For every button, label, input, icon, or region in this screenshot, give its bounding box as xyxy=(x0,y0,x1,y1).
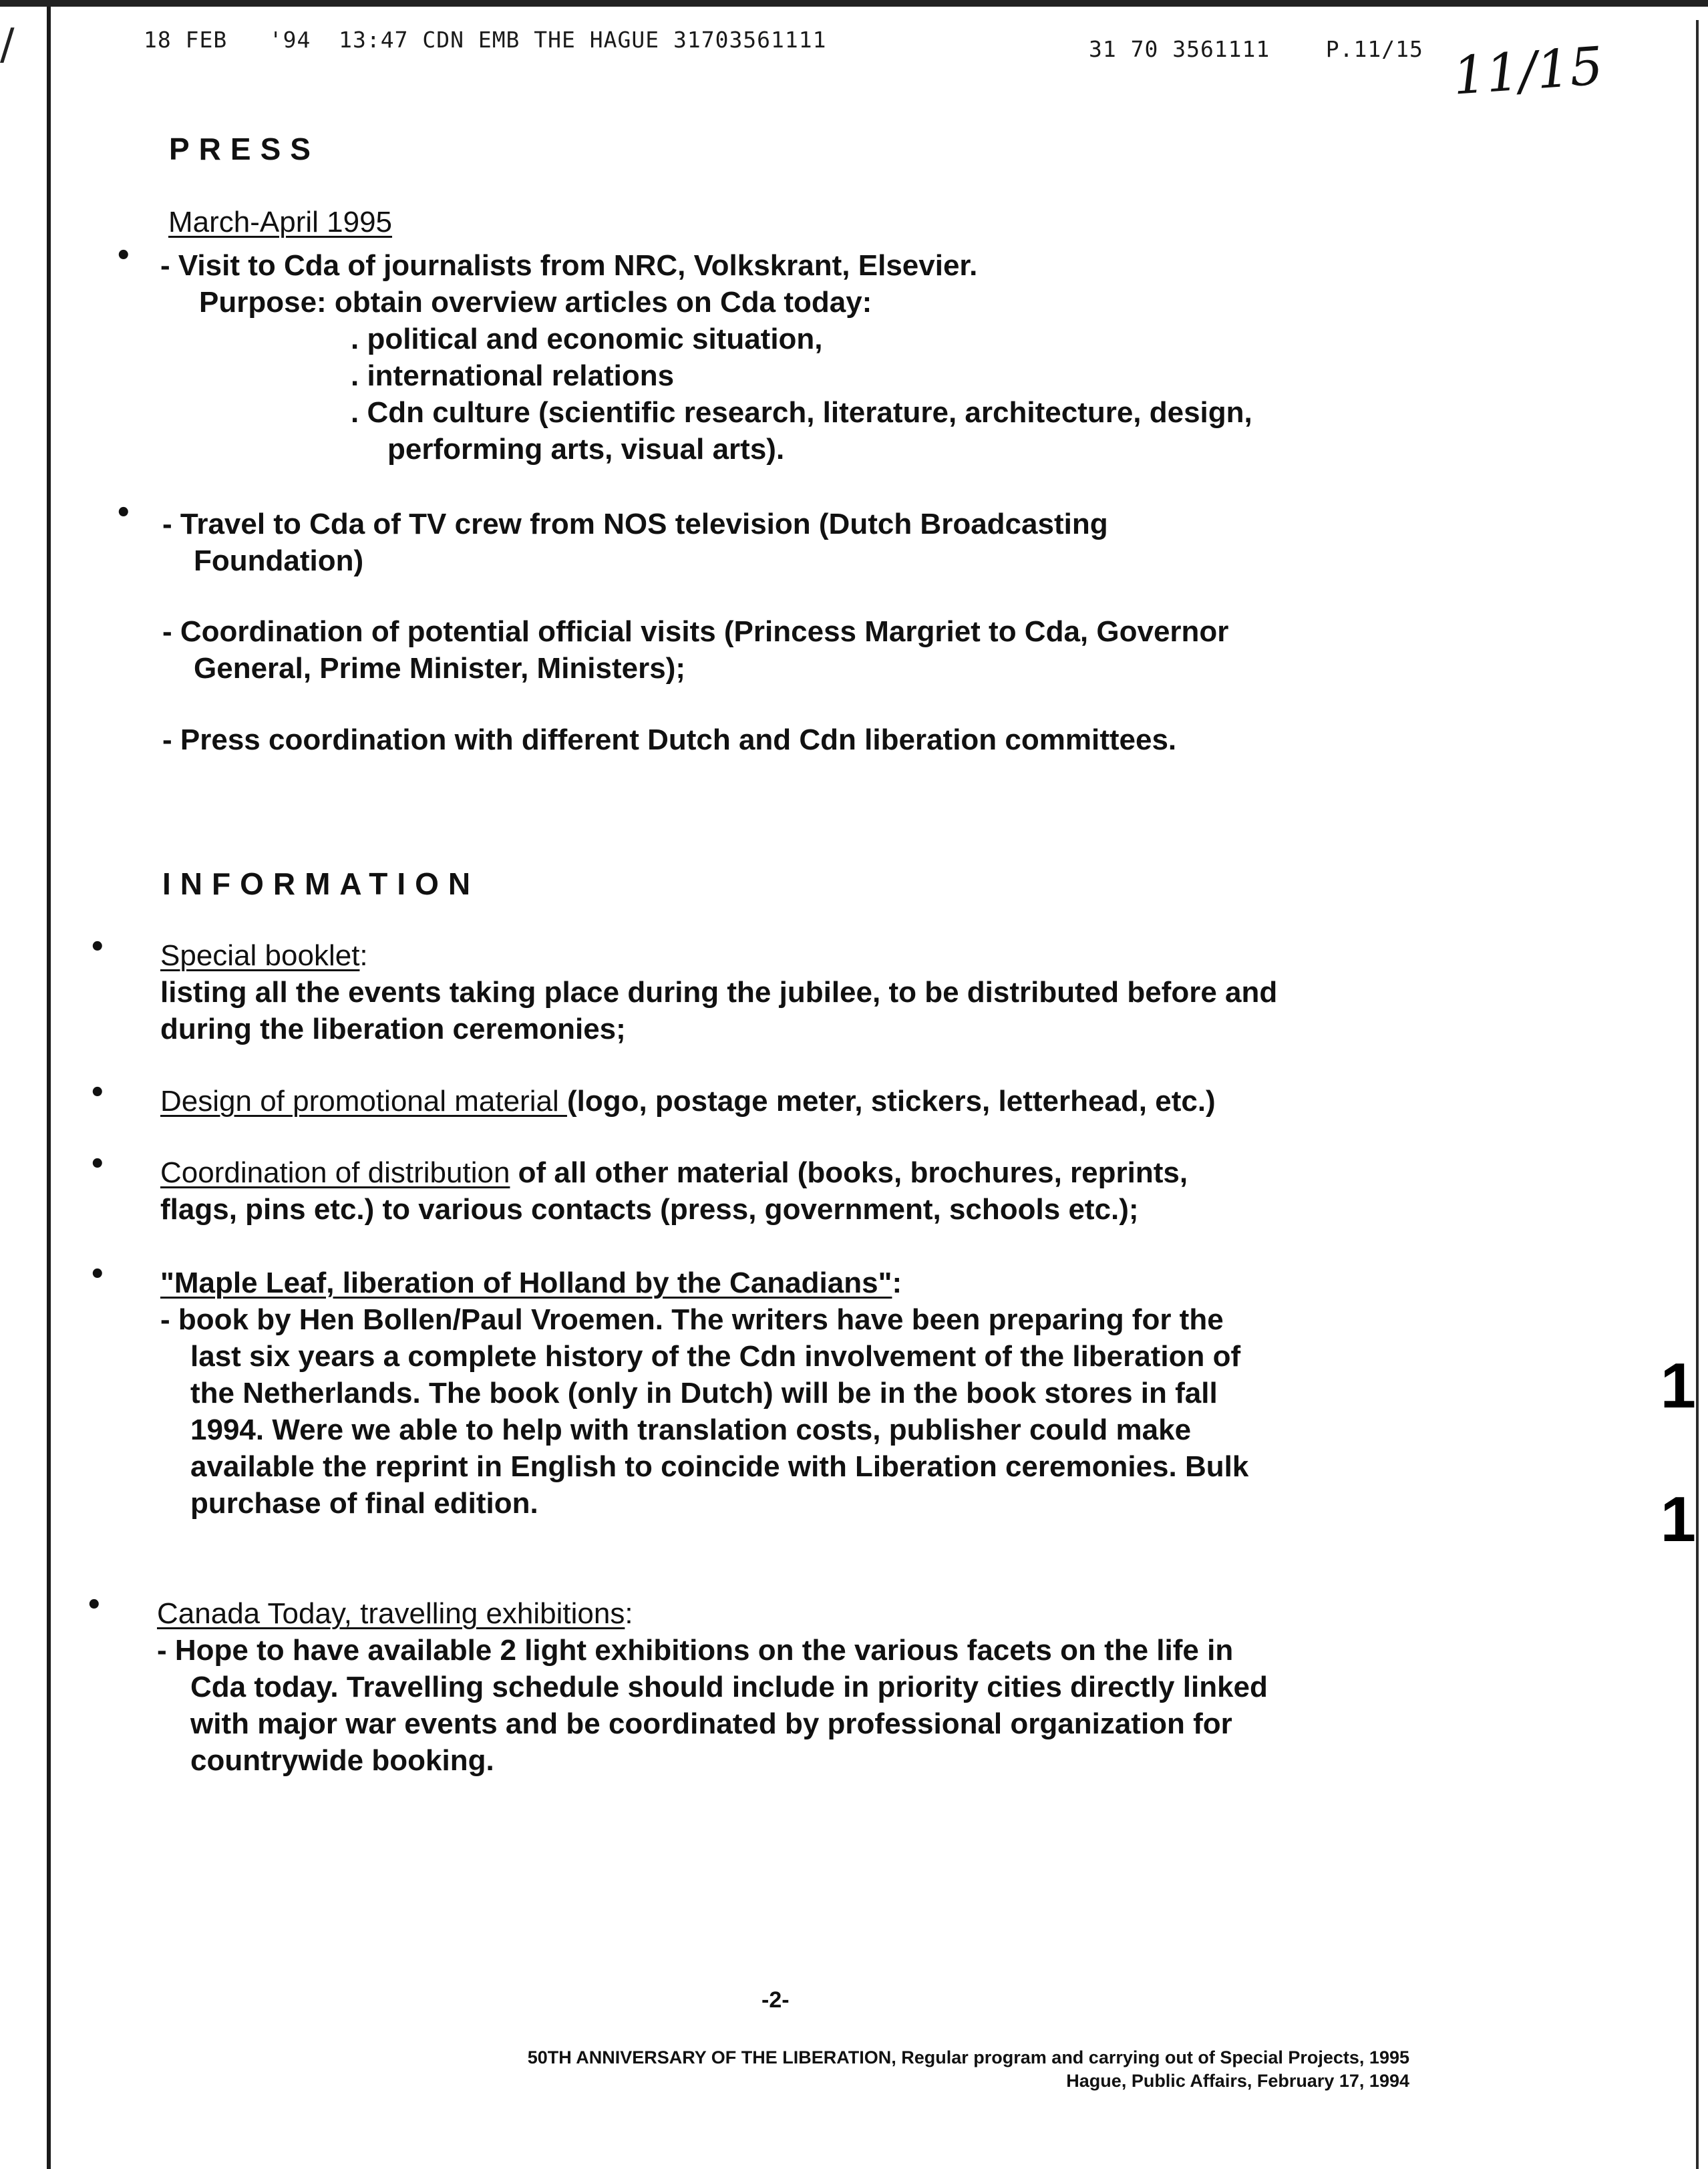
canada-line: Cda today. Travelling schedule should include in priority cities directly linked xyxy=(190,1671,1268,1703)
canada-colon: : xyxy=(625,1597,633,1630)
maple-line: last six years a complete history of the Cdn involvement of the liberation of xyxy=(190,1340,1241,1373)
right-edge-fragment: 1 xyxy=(1660,1484,1696,1555)
maple-line: the Netherlands. The book (only in Dutch) will be in the book stores in fall xyxy=(190,1377,1218,1409)
right-edge-fragment: 1 xyxy=(1660,1350,1696,1422)
press-period: March-April 1995 xyxy=(168,206,393,238)
press-item-2: - Travel to Cda of TV crew from NOS television (Dutch Broadcasting xyxy=(162,508,1108,540)
footer-line-1: 50TH ANNIVERSARY OF THE LIBERATION, Regular program and carrying out of Special Projects, 1995 xyxy=(527,2047,1409,2067)
press-subitem: performing arts, visual arts). xyxy=(387,433,785,466)
canada-line: with major war events and be coordinated by professional organization for xyxy=(190,1707,1232,1740)
booklet-title-line xyxy=(160,937,368,974)
coord-rest: of all other material (books, brochures, reprints, xyxy=(510,1156,1188,1189)
press-item-1-purpose: Purpose: obtain overview articles on Cda today: xyxy=(199,286,872,319)
fax-header-left: 18 FEB '94 13:47 CDN EMB THE HAGUE 31703561111 xyxy=(144,27,827,53)
bullet-icon: • xyxy=(86,1590,103,1621)
bullet-icon: • xyxy=(89,1259,106,1290)
booklet-title: Special booklet xyxy=(160,939,360,972)
maple-line: - book by Hen Bollen/Paul Vroemen. The writers have been preparing for the xyxy=(160,1303,1224,1336)
maple-line: 1994. Were we able to help with translation costs, publisher could make xyxy=(190,1413,1192,1446)
canada-title: Canada Today, travelling exhibitions xyxy=(157,1597,625,1630)
bullet-icon: • xyxy=(89,1149,106,1180)
canada-line: - Hope to have available 2 light exhibitions on the various facets on the life in xyxy=(157,1634,1234,1667)
scan-right-border xyxy=(1696,20,1699,2169)
bullet-icon: • xyxy=(115,240,132,271)
fax-phone: 31 70 3561111 xyxy=(1089,36,1270,62)
footer-line-2: Hague, Public Affairs, February 17, 1994 xyxy=(1066,2071,1409,2091)
page-number: -2- xyxy=(761,1987,790,2013)
press-subitem: . political and economic situation, xyxy=(351,323,823,355)
maple-colon: : xyxy=(892,1267,902,1299)
press-item-1: - Visit to Cda of journalists from NRC, Volkskrant, Elsevier. xyxy=(160,249,978,282)
press-heading: PRESS xyxy=(169,132,320,166)
scan-top-edge xyxy=(0,0,1708,7)
press-item-3-cont: General, Prime Minister, Ministers); xyxy=(194,652,686,685)
booklet-colon: : xyxy=(359,939,368,972)
press-subitem: . international relations xyxy=(351,359,675,392)
coord-cont: flags, pins etc.) to various contacts (press, government, schools etc.); xyxy=(160,1193,1139,1226)
canada-title-line xyxy=(157,1595,633,1632)
fax-page: P.11/15 xyxy=(1325,36,1423,62)
booklet-desc-cont: during the liberation ceremonies; xyxy=(160,1013,626,1045)
maple-line: available the reprint in English to coincide with Liberation ceremonies. Bulk xyxy=(190,1450,1249,1483)
press-item-2-cont: Foundation) xyxy=(194,544,364,577)
design-title: Design of promotional material xyxy=(160,1085,567,1118)
handwritten-page-number: 11/15 xyxy=(1451,36,1605,107)
coord-title: Coordination of distribution xyxy=(160,1156,510,1189)
maple-title: "Maple Leaf, liberation of Holland by the Canadians" xyxy=(160,1267,892,1299)
bullet-icon: • xyxy=(115,498,132,528)
fax-header-right xyxy=(1089,36,1423,62)
bullet-icon: • xyxy=(89,932,106,963)
design-rest: (logo, postage meter, stickers, letterhead, etc.) xyxy=(566,1085,1216,1118)
press-subitem: . Cdn culture (scientific research, literature, architecture, design, xyxy=(351,396,1252,429)
scan-left-mark: / xyxy=(0,20,15,69)
information-heading: INFORMATION xyxy=(162,866,480,901)
bullet-icon: • xyxy=(89,1077,106,1108)
maple-title-line xyxy=(160,1265,902,1301)
coord-line xyxy=(160,1154,1188,1191)
design-line xyxy=(160,1083,1216,1120)
canada-line: countrywide booking. xyxy=(190,1744,494,1777)
press-item-3: - Coordination of potential official visits (Princess Margriet to Cda, Governor xyxy=(162,615,1229,648)
maple-line: purchase of final edition. xyxy=(190,1487,538,1520)
booklet-desc: listing all the events taking place during the jubilee, to be distributed before and xyxy=(160,976,1278,1009)
press-item-4: - Press coordination with different Dutch and Cdn liberation committees. xyxy=(162,723,1177,756)
scan-left-border xyxy=(47,7,51,2169)
